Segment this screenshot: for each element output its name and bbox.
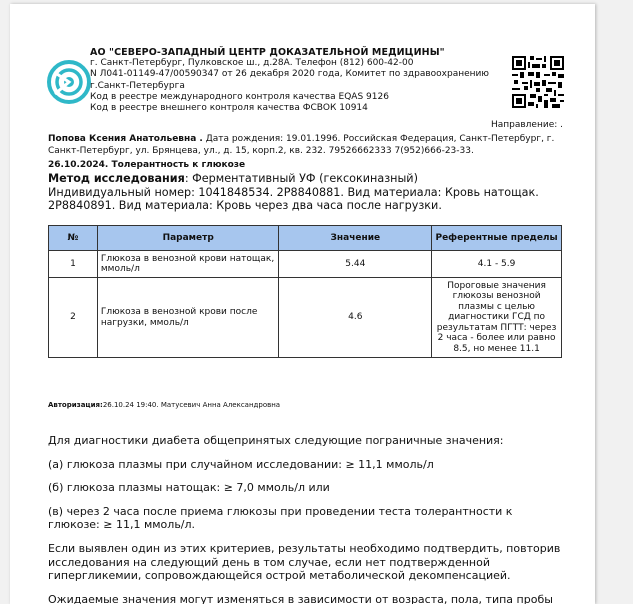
eqas-code: Код в реестре международного контроля качества EQAS 9126	[90, 91, 389, 102]
table-row	[49, 251, 562, 278]
direction-label: Направление: .	[490, 120, 563, 130]
table-header-row	[49, 226, 562, 251]
patient-details: Дата рождения: 19.01.1996. Российская Федерация, Санкт-Петербург, г. Санкт-Петербург, ул. Брянцева, ул., д. 15, корп.2, кв. 232. 79526662333 7(952)666-23-33.	[48, 134, 555, 156]
patient-info	[48, 134, 568, 157]
note-paragraph: (б) глюкоза плазмы натощак: ≥ 7,0 ммоль/л или	[48, 481, 330, 495]
row-reference: 4.1 - 5.9	[432, 251, 562, 278]
note-paragraph: (а) глюкоза плазмы при случайном исследовании: ≥ 11,1 ммоль/л	[48, 457, 434, 471]
authorization-value: 26.10.24 19:40. Матусевич Анна Александровна	[102, 401, 281, 409]
org-city: г.Санкт-Петербурга	[90, 80, 185, 91]
authorization-label: Авторизация:	[48, 401, 103, 409]
results-table	[48, 225, 562, 358]
row-number: 2	[49, 278, 98, 358]
document-page	[10, 4, 595, 604]
row-value: 4.6	[279, 278, 432, 358]
table-row	[49, 278, 562, 358]
org-name: АО "СЕВЕРО-ЗАПАДНЫЙ ЦЕНТР ДОКАЗАТЕЛЬНОЙ МЕДИЦИНЫ"	[90, 47, 445, 58]
col-header-value: Значение	[279, 226, 432, 251]
authorization-line	[48, 401, 280, 409]
sample-ids: Индивидуальный номер: 1041848534. 2P8840881. Вид материала: Кровь натощак. 2P8840891. Вид материала: Кровь через два часа после нагрузки.	[48, 185, 539, 212]
method-block	[48, 172, 588, 213]
row-reference: Пороговые значения глюкозы венозной плазмы с целью диагностики ГСД по результатам ПГТТ: через 2 часа - более или равно 8.5, но менее 11.1	[432, 278, 562, 358]
note-paragraph: Для диагностики диабета общепринятых следующие пограничные значения:	[48, 434, 504, 447]
clinic-logo-icon	[47, 60, 91, 104]
row-number: 1	[49, 251, 98, 278]
diagnostic-notes	[48, 434, 566, 604]
patient-name: Попова Ксения Анатольевна .	[48, 134, 203, 144]
fsvok-code: Код в реестре внешнего контроля качества ФСВОК 10914	[90, 103, 368, 114]
row-parameter: Глюкоза в венозной крови после нагрузки, ммоль/л	[97, 278, 279, 358]
col-header-reference: Референтные пределы	[432, 226, 562, 251]
note-paragraph: (в) через 2 часа после приема глюкозы при проведении теста толерантности к глюкозе: ≥ 11,1 ммоль/л.	[48, 504, 513, 532]
row-value: 5.44	[279, 251, 432, 278]
qr-code-icon	[512, 56, 564, 108]
test-date-title: 26.10.2024. Толерантность к глюкозе	[48, 160, 246, 170]
org-license: N Л041-01149-47/00590347 от 26 декабря 2020 года, Комитет по здравоохранению	[90, 69, 489, 80]
note-paragraph: Ожидаемые значения могут изменяться в зависимости от возраста, пола, типа пробы	[48, 592, 553, 604]
col-header-number: №	[49, 226, 98, 251]
lab-header	[90, 47, 530, 114]
col-header-parameter: Параметр	[97, 226, 279, 251]
method-value: : Ферментативный УФ (гексокиназный)	[184, 172, 418, 185]
row-parameter: Глюкоза в венозной крови натощак, ммоль/л	[97, 251, 279, 278]
method-label: Метод исследования	[48, 172, 185, 185]
org-address: г. Санкт-Петербург, Пулковское ш., д.28А. Телефон (812) 600-42-00	[90, 58, 414, 69]
note-paragraph: Если выявлен один из этих критериев, результаты необходимо подтвердить, повторив исследования на следующий день в том случае, если нет подтвержденной гипергликемии, сопровождающейся острой метаболической декомпенсацией.	[48, 541, 561, 583]
